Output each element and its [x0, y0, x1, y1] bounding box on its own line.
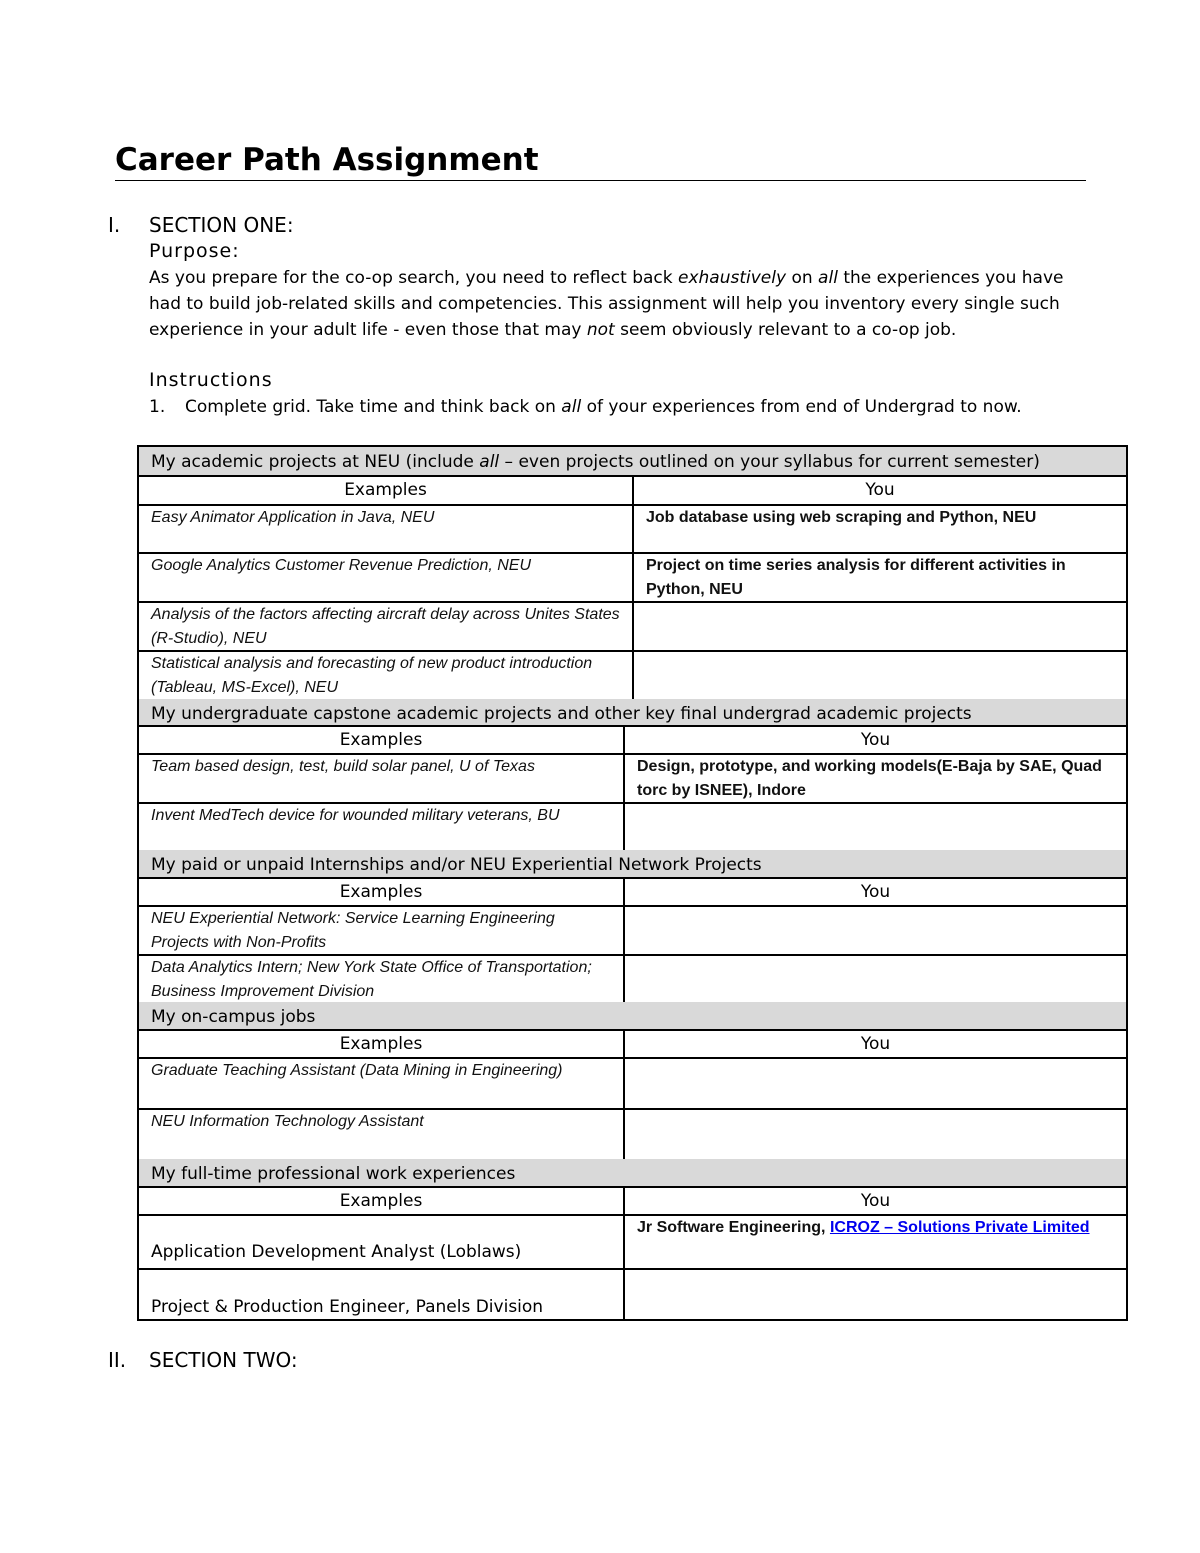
column-header-you: You — [860, 1191, 891, 1211]
grid-header-row — [139, 477, 1126, 506]
instructions-heading: Instructions — [149, 369, 273, 391]
table-row — [139, 552, 1126, 603]
column-header-you: You — [860, 730, 891, 750]
table-row — [139, 802, 1126, 852]
purpose-text-4: seem obviously relevant to a co-op job. — [614, 320, 957, 340]
purpose-text-1: As you prepare for the co-op search, you need to reflect back — [149, 268, 679, 288]
instruction-text-2: of your experiences from end of Undergrad to now. — [581, 397, 1022, 417]
column-header-examples: Examples — [139, 727, 625, 753]
table-row — [139, 954, 1126, 1004]
table-row — [139, 1108, 1126, 1161]
purpose-paragraph — [149, 265, 1089, 343]
grid-section-professional-work: My full-time professional work experiences — [139, 1159, 1126, 1188]
table-row — [139, 1057, 1126, 1110]
you-cell[interactable]: Design, prototype, and working models(E-Baja by SAE, Quad torc by ISNEE), Indore — [637, 758, 1102, 799]
instruction-item-1 — [149, 395, 1022, 419]
table-row — [139, 601, 1126, 652]
column-header-you: You — [865, 480, 895, 500]
you-cell[interactable]: Project on time series analysis for different activities in Python, NEU — [646, 557, 1066, 598]
you-cell[interactable] — [625, 802, 1126, 850]
section-one-heading — [108, 212, 294, 238]
table-row — [139, 1214, 1126, 1270]
you-cell-text: Jr Software Engineering, — [637, 1219, 830, 1236]
grid-header-row — [139, 727, 1126, 755]
section-label-rest: – even projects outlined on your syllabus for current semester) — [499, 452, 1040, 472]
grid-header-row — [139, 879, 1126, 907]
example-cell: Project & Production Engineer, Panels Division — [139, 1268, 625, 1319]
instruction-text-all: all — [561, 397, 582, 417]
section-one-label: SECTION ONE: — [149, 213, 294, 237]
purpose-text-all: all — [818, 268, 838, 288]
example-cell: Analysis of the factors affecting aircraft delay across Unites States (R-Studio), NEU — [139, 601, 634, 650]
page-title: Career Path Assignment — [115, 140, 1086, 181]
section-label: My academic projects at NEU (include — [151, 452, 480, 472]
you-cell[interactable] — [625, 1214, 1126, 1268]
table-row — [139, 753, 1126, 804]
example-cell: Graduate Teaching Assistant (Data Mining in Engineering) — [139, 1057, 625, 1108]
purpose-text-not: not — [586, 320, 615, 340]
instruction-text-1: Complete grid. Take time and think back on — [185, 397, 562, 417]
column-header-you: You — [860, 882, 891, 902]
you-cell[interactable] — [634, 650, 1126, 699]
example-cell: Easy Animator Application in Java, NEU — [139, 504, 634, 552]
example-cell: Application Development Analyst (Loblaws) — [139, 1214, 625, 1268]
example-cell: Data Analytics Intern; New York State Office of Transportation; Business Improvement Division — [139, 954, 625, 1002]
you-cell[interactable] — [625, 905, 1126, 954]
section-two-number: II. — [108, 1348, 127, 1372]
you-cell[interactable] — [634, 601, 1126, 650]
section-two-heading — [108, 1347, 298, 1373]
you-cell[interactable] — [625, 954, 1126, 1002]
column-header-you: You — [860, 1034, 891, 1054]
grid-header-row — [139, 1031, 1126, 1059]
column-header-examples: Examples — [139, 1188, 625, 1214]
table-row — [139, 905, 1126, 956]
grid-header-row — [139, 1188, 1126, 1216]
grid-section-undergrad-projects: My undergraduate capstone academic projects and other key final undergrad academic projects — [139, 699, 1126, 727]
purpose-text-exhaustively: exhaustively — [678, 268, 787, 288]
purpose-heading: Purpose: — [149, 240, 240, 262]
section-label-italic: all — [479, 452, 500, 472]
company-link[interactable]: ICROZ – Solutions Private Limited — [829, 1219, 1090, 1236]
example-cell: NEU Experiential Network: Service Learning Engineering Projects with Non-Profits — [139, 905, 625, 954]
example-cell: Statistical analysis and forecasting of new product introduction (Tableau, MS-Excel), NEU — [139, 650, 634, 699]
table-row — [139, 1268, 1126, 1319]
grid-section-academic-projects — [139, 447, 1126, 477]
column-header-examples: Examples — [139, 879, 625, 905]
experience-grid — [137, 445, 1128, 1321]
you-cell[interactable] — [625, 1108, 1126, 1159]
example-cell: NEU Information Technology Assistant — [139, 1108, 625, 1159]
grid-section-internships: My paid or unpaid Internships and/or NEU Experiential Network Projects — [139, 850, 1126, 879]
you-cell[interactable]: Job database using web scraping and Python, NEU — [646, 509, 1037, 526]
example-cell: Invent MedTech device for wounded military veterans, BU — [139, 802, 625, 850]
column-header-examples: Examples — [139, 477, 634, 504]
you-cell[interactable] — [625, 1057, 1126, 1108]
section-one-number: I. — [108, 213, 121, 237]
section-two-label: SECTION TWO: — [149, 1348, 298, 1372]
table-row — [139, 650, 1126, 701]
example-cell: Google Analytics Customer Revenue Prediction, NEU — [139, 552, 634, 601]
example-cell: Team based design, test, build solar panel, U of Texas — [139, 753, 625, 802]
grid-section-on-campus-jobs: My on-campus jobs — [139, 1002, 1126, 1031]
you-cell[interactable] — [625, 1268, 1126, 1319]
instruction-number: 1. — [149, 397, 166, 417]
purpose-text-3: the experiences you have had to build job-related skills and competencies. This assignment will help you inventory every single such experience in your adult life - even those that may — [149, 268, 1064, 340]
purpose-text-2: on — [786, 268, 819, 288]
table-row — [139, 504, 1126, 554]
column-header-examples: Examples — [139, 1031, 625, 1057]
